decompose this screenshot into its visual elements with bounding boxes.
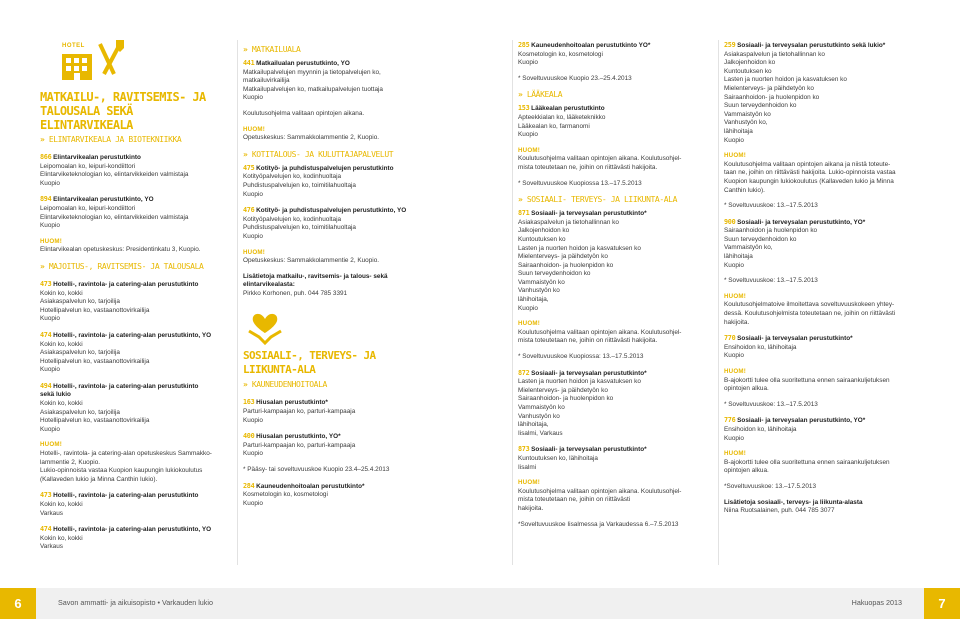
note-text: * Soveltuvuuskoe: 13.–17.5.2013 bbox=[724, 277, 818, 285]
note-text: hakijoita. bbox=[724, 318, 750, 326]
program-detail: lähihoitaja bbox=[724, 253, 753, 261]
subsection-heading-text: MAJOITUS-, RAVITSEMIS- JA TALOUSALA bbox=[48, 261, 204, 271]
note-block bbox=[243, 249, 431, 266]
column-3 bbox=[518, 0, 708, 588]
note-text: Koulutusohjelma valitaan opintojen aikana ja niistä toteute- bbox=[724, 160, 891, 168]
huom-label: HUOM! bbox=[518, 479, 540, 487]
program-detail: Lasten ja nuorten hoidon ja kasvatuksen ko bbox=[518, 378, 641, 386]
program-detail: Kuntoutuksen ko bbox=[724, 67, 772, 75]
subsection-heading: » ELINTARVIKEALA JA BIOTEKNIIKKA bbox=[40, 135, 182, 144]
list-item bbox=[40, 525, 230, 552]
note-block bbox=[518, 479, 708, 513]
program-title: Sosiaali- ja terveysalan perustutkinto* bbox=[531, 210, 647, 218]
huom-label: HUOM! bbox=[243, 248, 265, 256]
program-detail: Apteekkialan ko, lääketeknikko bbox=[518, 113, 606, 121]
note-block bbox=[724, 293, 920, 327]
social-health-logo bbox=[243, 305, 431, 389]
column-4 bbox=[724, 0, 920, 588]
program-location: Kuopio bbox=[724, 352, 744, 360]
subsection-heading: » SOSIAALI- TERVEYS- JA LIIKUNTA-ALA bbox=[518, 195, 678, 205]
program-code: 776 bbox=[724, 416, 736, 425]
program-title: Elintarvikealan perustutkinto bbox=[53, 154, 141, 161]
program-location: Kuopio bbox=[40, 315, 60, 323]
program-location: Kuopio bbox=[724, 434, 744, 442]
program-code: 163 bbox=[243, 398, 255, 407]
list-item bbox=[40, 491, 230, 518]
list-item bbox=[518, 369, 708, 439]
column-2 bbox=[243, 0, 431, 588]
hotel-cutlery-icon bbox=[40, 36, 136, 84]
program-code: 866 bbox=[40, 153, 52, 161]
note-text: Koulutusohjelma valitaan opintojen aikana. Koulutusohjel- bbox=[518, 155, 682, 163]
program-title: Matkailualan perustutkinto, YO bbox=[256, 60, 350, 67]
note-text: Koulutusohjelma valitaan opintojen aikana. bbox=[243, 109, 365, 117]
list-item bbox=[518, 209, 708, 313]
program-title: Sosiaali- ja terveysalan perustutkinto sekä lukio* bbox=[737, 42, 886, 49]
list-item bbox=[724, 416, 920, 443]
program-title: Hotelli-, ravintola- ja catering-alan perustutkinto, YO bbox=[53, 526, 212, 534]
program-detail: Asiakaspalvelun ja tietohallinnan ko bbox=[518, 218, 619, 226]
program-detail: Matkailupalvelujen ko, matkailupalvelujen tuottaja bbox=[243, 85, 383, 93]
subsection-heading: » MATKAILUALA bbox=[243, 45, 301, 54]
program-detail: Jalkojenhoidon ko bbox=[724, 59, 776, 67]
list-item bbox=[40, 195, 230, 230]
program-detail: lähihoitaja, bbox=[518, 421, 549, 429]
program-code: 770 bbox=[724, 334, 736, 343]
program-detail: lähihoitaja bbox=[724, 127, 753, 135]
program-title: Hotelli-, ravintola- ja catering-alan perustutkinto bbox=[53, 492, 199, 500]
program-code: 474 bbox=[40, 525, 52, 534]
list-item bbox=[243, 59, 431, 103]
note-text: mista toteutetaan ne, joihin on riittävästi bbox=[518, 496, 631, 504]
program-code: 871 bbox=[518, 209, 530, 218]
program-detail: Vanhustyön ko bbox=[518, 287, 560, 295]
program-location: Varkaus bbox=[40, 543, 63, 551]
note-text: Kuopion kaupungin lukiokoulutus (Kallaveden lukio ja Minna bbox=[724, 177, 894, 185]
program-detail: Kotityöpalvelujen ko, kodinhuoltaja bbox=[243, 215, 342, 223]
program-detail: Vanhustyön ko, bbox=[724, 119, 768, 127]
program-code: 441 bbox=[243, 59, 255, 67]
program-code: 284 bbox=[243, 481, 255, 490]
note-text: taan ne, joihin on riittävästi hakijoita. Lukio-opinnoista vastaa bbox=[724, 169, 896, 177]
program-code: 475 bbox=[243, 163, 255, 172]
note-text: mista toteutetaan ne, joihin on riittävästi hakijoita. bbox=[518, 337, 658, 345]
logo-area bbox=[40, 36, 230, 84]
program-location: Kuopio bbox=[40, 179, 60, 187]
note-block bbox=[40, 238, 230, 255]
program-title: Hotelli-, ravintola- ja catering-alan perustutkinto bbox=[53, 280, 199, 288]
note-block bbox=[40, 441, 230, 484]
program-detail: Asiakaspalvelun ko, tarjoilija bbox=[40, 349, 120, 357]
program-detail: Mielenterveys- ja päihdetyön ko bbox=[724, 84, 814, 92]
huom-label: HUOM! bbox=[40, 441, 62, 449]
list-item bbox=[724, 41, 920, 145]
program-detail: Suun terveydenhoidon ko bbox=[724, 235, 797, 243]
page-number-left: 6 bbox=[0, 588, 36, 619]
subsection-heading-text: ELINTARVIKEALA JA BIOTEKNIIKKA bbox=[48, 135, 182, 144]
program-detail: Kuntoutuksen ko bbox=[518, 235, 566, 243]
program-location: Kuopio bbox=[243, 232, 263, 240]
program-detail: Sairaanhoidon ja huolenpidon ko bbox=[724, 227, 818, 235]
list-item bbox=[243, 398, 431, 425]
note-text: * Soveltuvuuskoe: 13.–17.5.2013 bbox=[724, 400, 818, 408]
program-detail: Elintarviketeknologian ko, elintarvikkeiden valmistaja bbox=[40, 171, 189, 179]
program-title: Hotelli-, ravintola- ja catering-alan perustutkinto, YO bbox=[53, 331, 212, 339]
program-code: 473 bbox=[40, 491, 52, 500]
note-text: opintojen alkua. bbox=[724, 385, 769, 393]
program-location: Kuopio bbox=[40, 222, 60, 230]
logo-text: HOTEL bbox=[62, 43, 85, 49]
program-code: 872 bbox=[518, 368, 530, 377]
program-title-cont: sekä lukio bbox=[40, 391, 71, 399]
program-location: Kuopio bbox=[518, 59, 538, 67]
program-title: Lääkealan perustutkinto bbox=[531, 105, 605, 113]
program-title: Sosiaali- ja terveysalan perustutkinto, YO* bbox=[737, 218, 866, 226]
program-detail: Lasten ja nuorten hoidon ja kasvatuksen ko bbox=[724, 76, 847, 84]
note-text: Opetuskeskus: Sammakkolammentie 2, Kuopio. bbox=[243, 257, 380, 265]
program-detail: Parturi-kampaajan ko, parturi-kampaaja bbox=[243, 441, 356, 449]
subsection-heading: » KOTITALOUS- JA KULUTTAJAPALVELUT bbox=[243, 149, 394, 159]
note-text: Koulutusohjelmatoive ilmoitettava soveltuvuuskokeen yhtey- bbox=[724, 301, 895, 309]
program-detail: Suun terveydenhoidon ko bbox=[518, 270, 591, 278]
huom-label: HUOM! bbox=[724, 450, 746, 458]
program-detail: Kokin ko, kokki bbox=[40, 534, 83, 542]
program-detail: Suun terveydenhoidon ko bbox=[724, 102, 797, 110]
note-text: Canthin lukio). bbox=[724, 186, 765, 194]
list-item bbox=[40, 153, 230, 188]
program-location: Kuopio bbox=[724, 261, 744, 269]
subsection-heading: » MAJOITUS-, RAVITSEMIS- JA TALOUSALA bbox=[40, 261, 204, 271]
hands-heart-icon bbox=[245, 307, 285, 347]
note-text: Opetuskeskus: Sammakkolammentie 2, Kuopio. bbox=[243, 134, 380, 142]
contact-person: Niina Ruotsalainen, puh. 044 785 3077 bbox=[724, 507, 835, 515]
program-title: Elintarvikealan perustutkinto, YO bbox=[53, 196, 154, 204]
contact-block bbox=[243, 273, 431, 299]
program-detail: Vammaistyön ko bbox=[724, 110, 771, 118]
program-location: Kuopio bbox=[518, 304, 538, 312]
footer-publisher: Savon ammatti- ja aikuisopisto • Varkauden lukio bbox=[58, 598, 213, 607]
program-detail: Kokin ko, kokki bbox=[40, 400, 83, 408]
program-title: Sosiaali- ja terveysalan perustutkinto* bbox=[531, 446, 647, 454]
column-divider bbox=[237, 40, 238, 565]
program-location: Kuopio bbox=[243, 450, 263, 458]
program-title: Sosiaali- ja terveysalan perustutkinto* bbox=[737, 335, 853, 343]
note-text: lammentie 2, Kuopio. bbox=[40, 458, 101, 466]
program-title: Hotelli-, ravintola- ja catering-alan perustutkinto bbox=[53, 382, 199, 390]
contact-person: Pirkko Korhonen, puh. 044 785 3391 bbox=[243, 289, 348, 297]
program-detail: Hotellipalvelun ko, vastaanottovirkailija bbox=[40, 306, 150, 314]
program-detail: Kotityöpalvelujen ko, kodinhuoltaja bbox=[243, 173, 342, 181]
subsection-heading: » LÄÄKEALA bbox=[518, 90, 563, 100]
program-detail: Leipomoalan ko, leipuri-kondiittori bbox=[40, 204, 136, 212]
column-divider bbox=[718, 40, 719, 565]
program-detail: Vammaistyön ko bbox=[518, 278, 565, 286]
program-detail: Asiakaspalvelun ko, tarjoilija bbox=[40, 298, 120, 306]
program-location: Iisalmi bbox=[518, 463, 537, 471]
program-title: Sosiaali- ja terveysalan perustutkinto* bbox=[531, 369, 647, 377]
list-item bbox=[518, 41, 708, 68]
program-detail: Hotellipalvelun ko, vastaanottovirkailija bbox=[40, 357, 150, 365]
program-detail: lähihoitaja, bbox=[518, 296, 549, 304]
footer-guide-title: Hakuopas 2013 bbox=[851, 598, 902, 607]
program-detail: Puhdistuspalvelujen ko, toimitilahuoltaja bbox=[243, 224, 356, 232]
contact-block bbox=[724, 499, 920, 516]
program-location: Kuopio bbox=[243, 94, 263, 102]
huom-label: HUOM! bbox=[40, 237, 62, 245]
program-detail: Kuntoutuksen ko, lähihoitaja bbox=[518, 454, 598, 462]
contact-heading: Lisätietoja sosiaali-, terveys- ja liikunta-alasta bbox=[724, 498, 863, 506]
program-location: Kuopio bbox=[518, 131, 538, 139]
section-title-line-2: TALOUSALA SEKÄ ELINTARVIKEALA bbox=[40, 104, 133, 132]
note-block bbox=[518, 320, 708, 346]
program-detail: Mielenterveys- ja päihdetyön ko bbox=[518, 253, 608, 261]
program-detail: Sairaanhoidon- ja huolenpidon ko bbox=[518, 395, 614, 403]
program-detail: Vammaistyön ko bbox=[518, 404, 565, 411]
note-text: Lukio-opinnoista vastaa Kuopion kaupungin lukiokoulutus bbox=[40, 467, 203, 475]
program-title: Kotityö- ja puhdistuspalvelujen perustutkinto, YO bbox=[256, 207, 407, 215]
program-detail: Matkailupalvelujen myynnin ja tietopalvelujen ko, bbox=[243, 68, 381, 76]
section-title: SOSIAALI-, TERVEYS- JA LIIKUNTA-ALA bbox=[243, 349, 376, 377]
program-code: 894 bbox=[40, 195, 52, 204]
program-title: Kotityö- ja puhdistuspalvelujen perustutkinto bbox=[256, 164, 394, 172]
huom-label: HUOM! bbox=[724, 292, 746, 300]
huom-label: HUOM! bbox=[518, 320, 540, 328]
list-item bbox=[243, 206, 431, 241]
note-text: *Soveltuvuuskoe Iisalmessa ja Varkaudessa 6.–7.5.2013 bbox=[518, 520, 679, 528]
program-detail: Elintarviketeknologian ko, elintarvikkeiden valmistaja bbox=[40, 213, 189, 221]
program-code: 900 bbox=[724, 217, 736, 226]
note-block bbox=[243, 126, 431, 143]
huom-label: HUOM! bbox=[724, 368, 746, 375]
program-code: 473 bbox=[40, 279, 52, 288]
huom-label: HUOM! bbox=[518, 146, 540, 154]
program-detail: Vammaistyön ko, bbox=[724, 244, 773, 252]
note-text: hakijoita. bbox=[518, 504, 544, 512]
program-code: 476 bbox=[243, 206, 255, 215]
column-divider bbox=[512, 40, 513, 565]
huom-label: HUOM! bbox=[724, 152, 746, 160]
program-location: Varkaus bbox=[40, 509, 63, 517]
note-text: * Soveltuvuuskoe: 13.–17.5.2013 bbox=[724, 202, 818, 210]
program-title: Kauneudenhoitoalan perustutkinto* bbox=[256, 482, 365, 490]
program-detail: Ensihoidon ko, lähihoitaja bbox=[724, 343, 797, 351]
note-block bbox=[724, 450, 920, 476]
program-detail: Kokin ko, kokki bbox=[40, 289, 83, 297]
contact-heading: Lisätietoja matkailu-, ravitsemis- ja talous- sekä bbox=[243, 272, 388, 280]
subsection-heading-text: LÄÄKEALA bbox=[526, 90, 563, 100]
note-text: B-ajokortti tulee olla suoritettuna ennen sairaankuljetuksen bbox=[724, 458, 890, 466]
program-detail: Asiakaspalvelun ja tietohallinnan ko bbox=[724, 50, 825, 58]
program-detail: Kokin ko, kokki bbox=[40, 340, 83, 348]
note-text: * Soveltuvuuskoe Kuopiossa: 13.–17.5.2013 bbox=[518, 353, 644, 361]
program-location: Kuopio bbox=[724, 136, 744, 144]
note-text: * Soveltuvuuskoe Kuopio 23.–25.4.2013 bbox=[518, 74, 632, 82]
note-text: dessä. Koulutusohjelmista toteutetaan ne, joihin on riittävästi bbox=[724, 310, 896, 318]
program-location: Iisalmi, Varkaus bbox=[518, 429, 563, 437]
subsection-heading-text: SOSIAALI- TERVEYS- JA LIIKUNTA-ALA bbox=[526, 195, 678, 205]
program-detail: Vanhustyön ko bbox=[518, 412, 560, 420]
program-detail: Jalkojenhoidon ko bbox=[518, 227, 570, 235]
list-item bbox=[40, 331, 230, 375]
program-detail: Hotellipalvelun ko, vastaanottovirkailija bbox=[40, 417, 150, 425]
program-code: 285 bbox=[518, 41, 530, 49]
note-text: opintojen alkua. bbox=[724, 467, 769, 475]
list-item bbox=[724, 218, 920, 271]
column-1 bbox=[40, 0, 230, 588]
note-text: Elintarvikealan opetuskeskus: Presidentinkatu 3, Kuopio. bbox=[40, 246, 201, 254]
list-item bbox=[40, 382, 230, 435]
program-detail: Leipomoalan ko, leipuri-kondiittori bbox=[40, 162, 136, 170]
subsection-heading-text: KOTITALOUS- JA KULUTTAJAPALVELUT bbox=[251, 149, 394, 159]
program-detail: Parturi-kampaajan ko, parturi-kampaaja bbox=[243, 408, 356, 416]
program-detail: Lääkealan ko, farmanomi bbox=[518, 122, 590, 130]
list-item bbox=[243, 432, 431, 459]
section-title-line-1: MATKAILU-, RAVITSEMIS- JA bbox=[40, 90, 206, 104]
program-detail: Mielenterveys- ja päihdetyön ko bbox=[518, 386, 608, 394]
note-text: B-ajokortti tulee olla suoritettuna ennen sairaankuljetuksen bbox=[724, 376, 890, 384]
note-block bbox=[724, 152, 920, 195]
contact-heading: elintarvikealasta: bbox=[243, 281, 295, 289]
note-block bbox=[724, 368, 920, 394]
page-number-right: 7 bbox=[924, 588, 960, 619]
program-code: 259 bbox=[724, 41, 736, 49]
program-detail: Kosmetologin ko, kosmetologi bbox=[243, 491, 328, 499]
program-detail: Lasten ja nuorten hoidon ja kasvatuksen ko bbox=[518, 244, 641, 252]
program-location: Kuopio bbox=[243, 416, 263, 424]
program-detail: Kokin ko, kokki bbox=[40, 501, 83, 508]
program-title: Kauneudenhoitoalan perustutkinto YO* bbox=[531, 42, 651, 49]
huom-label: HUOM! bbox=[243, 125, 265, 133]
program-code: 873 bbox=[518, 445, 530, 454]
list-item bbox=[243, 164, 431, 199]
program-title: Sosiaali- ja terveysalan perustutkinto, YO* bbox=[737, 417, 866, 425]
program-code: 153 bbox=[518, 104, 530, 113]
program-detail: Sairaanhoidon- ja huolenpidon ko bbox=[518, 261, 614, 269]
program-detail: Kosmetologin ko, kosmetologi bbox=[518, 50, 603, 58]
page-footer bbox=[0, 588, 960, 619]
program-detail: Asiakaspalvelun ko, tarjoilija bbox=[40, 408, 120, 416]
list-item bbox=[243, 482, 431, 509]
program-code: 494 bbox=[40, 381, 52, 390]
list-item bbox=[518, 445, 708, 472]
program-title: Hiusalan perustutkinto, YO* bbox=[256, 433, 341, 441]
program-location: Kuopio bbox=[40, 425, 60, 433]
note-text: * Soveltuvuuskoe Kuopiossa 13.–17.5.2013 bbox=[518, 179, 642, 187]
list-item bbox=[724, 334, 920, 361]
note-block bbox=[518, 147, 708, 173]
note-text: Koulutusohjelma valitaan opintojen aikana. Koulutusohjel- bbox=[518, 487, 682, 495]
list-item bbox=[518, 104, 708, 139]
program-detail: Puhdistuspalvelujen ko, toimitilahuoltaja bbox=[243, 181, 356, 189]
note-text: (Kallaveden lukio ja Minna Canthin lukio). bbox=[40, 475, 158, 483]
program-code: 400 bbox=[243, 432, 255, 441]
list-item bbox=[40, 280, 230, 324]
program-code: 474 bbox=[40, 330, 52, 339]
program-detail: matkailuvirkailija bbox=[243, 77, 290, 85]
subsection-heading: » KAUNEUDENHOITOALA bbox=[243, 380, 327, 390]
program-location: Kuopio bbox=[243, 499, 263, 507]
note-text: Hotelli-, ravintola- ja catering-alan opetuskeskus Sammakko- bbox=[40, 450, 212, 458]
note-text: mista toteutetaan ne, joihin on riittävästi hakijoita. bbox=[518, 163, 658, 171]
program-location: Kuopio bbox=[40, 366, 60, 374]
note-text: *Soveltuvuuskoe: 13.–17.5.2013 bbox=[724, 482, 817, 490]
note-text: * Pääsy- tai soveltuvuuskoe Kuopio 23.4–25.4.2013 bbox=[243, 466, 390, 474]
program-detail: Sairaanhoidon- ja huolenpidon ko bbox=[724, 93, 820, 101]
program-location: Kuopio bbox=[243, 190, 263, 198]
subsection-heading-text: MATKAILUALA bbox=[251, 45, 301, 54]
note-text: Koulutusohjelma valitaan opintojen aikana. Koulutusohjel- bbox=[518, 328, 682, 336]
subsection-heading-text: KAUNEUDENHOITOALA bbox=[251, 380, 327, 390]
program-detail: Ensihoidon ko, lähihoitaja bbox=[724, 425, 797, 433]
program-title: Hiusalan perustutkinto* bbox=[256, 399, 328, 407]
